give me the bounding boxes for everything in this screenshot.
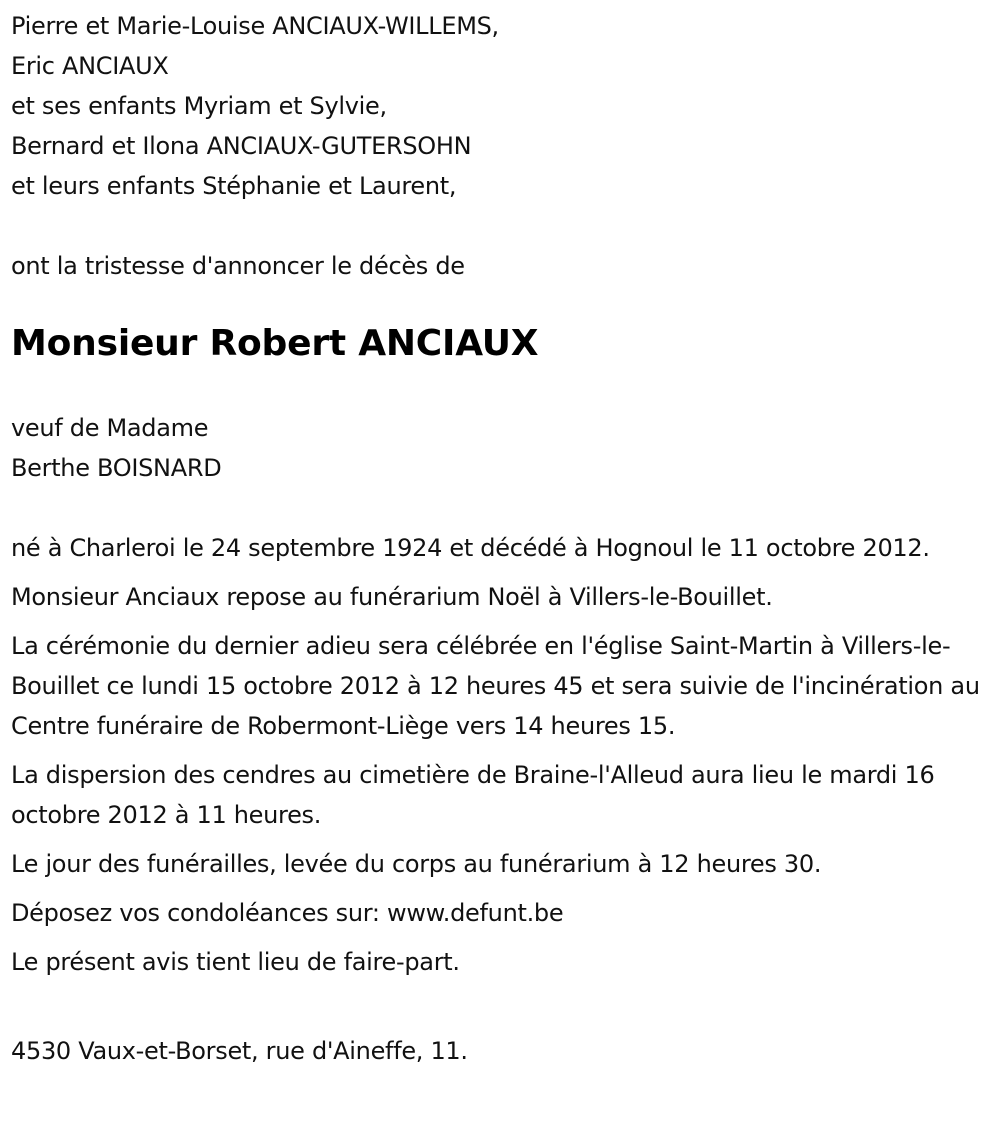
announcer-line: Bernard et Ilona ANCIAUX-GUTERSOHN bbox=[11, 132, 472, 160]
announcer-line: et ses enfants Myriam et Sylvie, bbox=[11, 92, 387, 120]
repose-paragraph: Monsieur Anciaux repose au funérarium Noël à Villers-le-Bouillet. bbox=[11, 583, 773, 611]
announcers-block bbox=[11, 6, 991, 206]
announcement-text: ont la tristesse d'annoncer le décès de bbox=[11, 252, 465, 280]
announcer-line: et leurs enfants Stéphanie et Laurent, bbox=[11, 172, 457, 200]
notice-paragraph: Le présent avis tient lieu de faire-part. bbox=[11, 948, 460, 976]
birth-death-paragraph: né à Charleroi le 24 septembre 1924 et décédé à Hognoul le 11 octobre 2012. bbox=[11, 534, 930, 562]
spouse-block bbox=[11, 408, 991, 488]
address-text: 4530 Vaux-et-Borset, rue d'Aineffe, 11. bbox=[11, 1037, 468, 1065]
announcer-line: Eric ANCIAUX bbox=[11, 52, 169, 80]
details-block bbox=[11, 528, 991, 982]
spacer bbox=[11, 488, 991, 528]
spacer bbox=[11, 991, 991, 1031]
spouse-line: Berthe BOISNARD bbox=[11, 454, 222, 482]
condolences-paragraph: Déposez vos condoléances sur: www.defunt.be bbox=[11, 899, 564, 927]
announcer-line: Pierre et Marie-Louise ANCIAUX-WILLEMS, bbox=[11, 12, 499, 40]
spouse-line: veuf de Madame bbox=[11, 414, 209, 442]
spacer bbox=[11, 286, 991, 322]
ashes-dispersion-paragraph: La dispersion des cendres au cimetière de Braine-l'Alleud aura lieu le mardi 16 octobre 2012 à 11 heures. bbox=[11, 761, 935, 829]
spacer bbox=[11, 206, 991, 246]
deceased-name-heading: Monsieur Robert ANCIAUX bbox=[11, 323, 539, 364]
spacer bbox=[11, 366, 991, 408]
ceremony-paragraph: La cérémonie du dernier adieu sera célébrée en l'église Saint-Martin à Villers-le-Bouillet ce lundi 15 octobre 2012 à 12 heures 45 et sera suivie de l'incinération au Centre funéraire de Robermont-Liège vers 14 heures 15. bbox=[11, 632, 980, 740]
funeral-day-paragraph: Le jour des funérailles, levée du corps au funérarium à 12 heures 30. bbox=[11, 850, 822, 878]
